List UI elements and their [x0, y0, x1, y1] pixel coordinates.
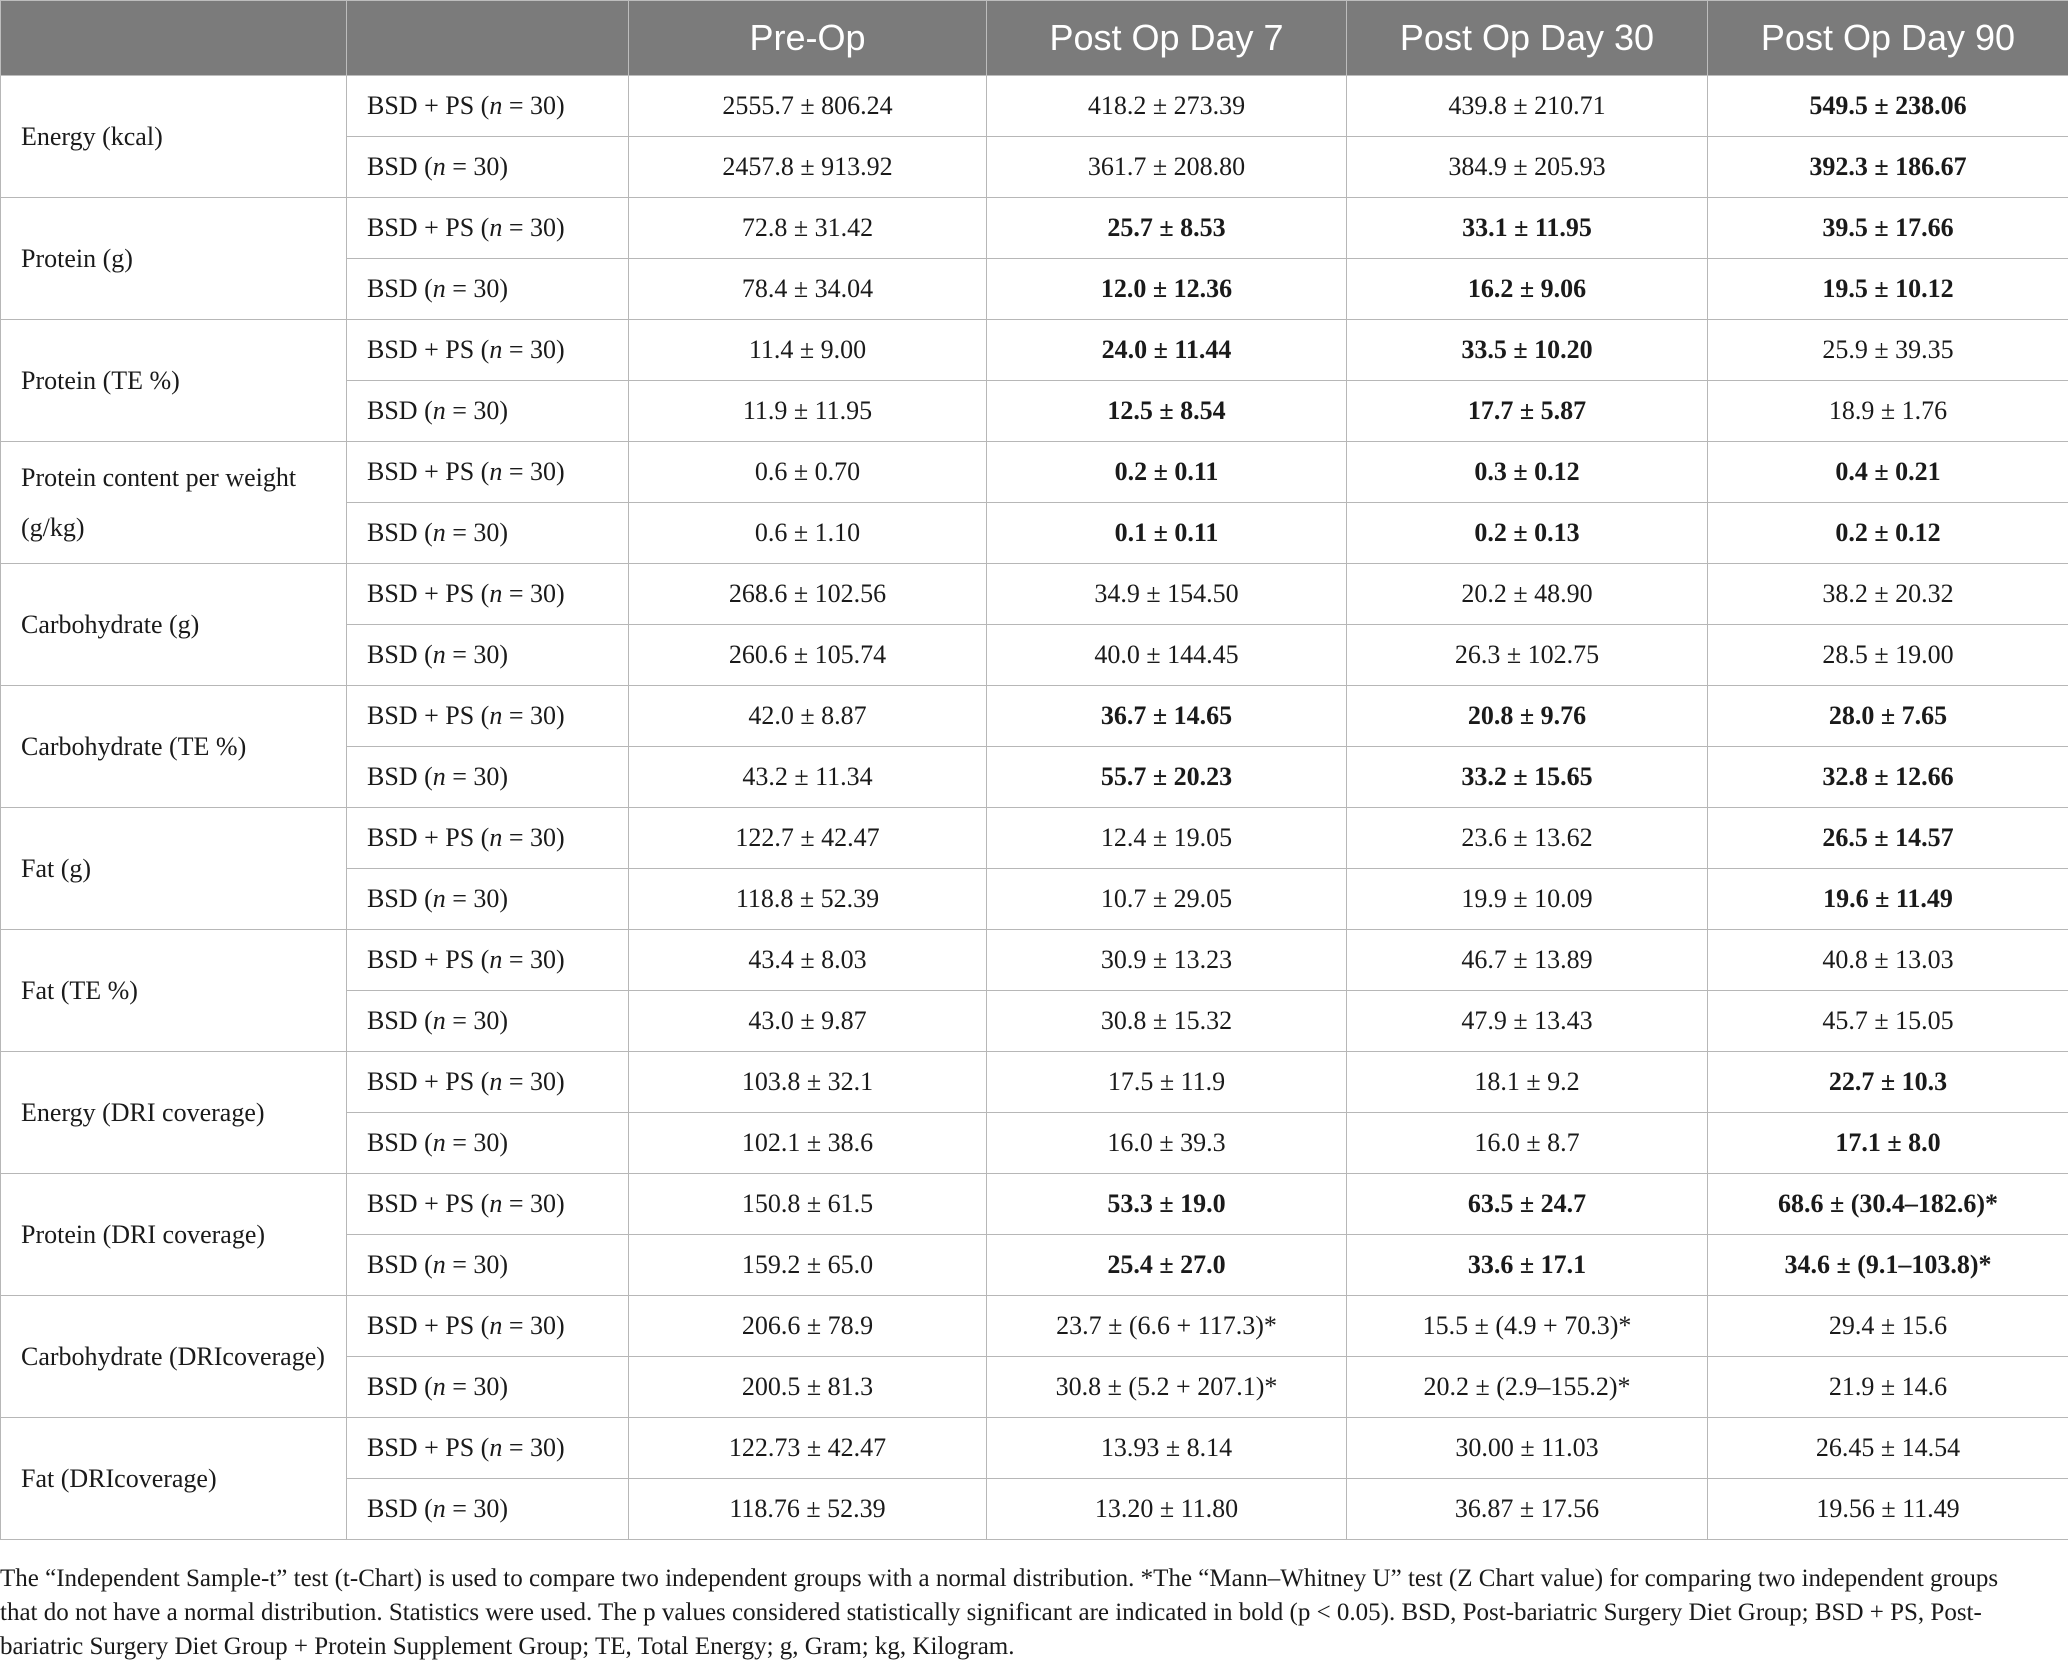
group-prefix: BSD + PS ( [367, 701, 490, 730]
group-suffix: = 30) [502, 1189, 565, 1218]
value-cell: 13.20 ± 11.80 [987, 1479, 1347, 1540]
value-cell: 13.93 ± 8.14 [987, 1418, 1347, 1479]
group-suffix: = 30) [502, 701, 565, 730]
value-cell: 28.5 ± 19.00 [1708, 625, 2068, 686]
value-cell: 418.2 ± 273.39 [987, 76, 1347, 137]
group-suffix: = 30) [445, 152, 509, 181]
value-cell: 30.8 ± 15.32 [987, 991, 1347, 1052]
group-prefix: BSD ( [367, 1372, 433, 1401]
table-row [1, 76, 2068, 137]
value-cell: 43.0 ± 9.87 [629, 991, 987, 1052]
group-prefix: BSD ( [367, 1006, 433, 1035]
table-row [1, 198, 2068, 259]
group-prefix: BSD + PS ( [367, 1189, 490, 1218]
table-row [1, 1052, 2068, 1113]
table-row [1, 1296, 2068, 1357]
value-cell: 26.3 ± 102.75 [1347, 625, 1708, 686]
n-symbol: n [432, 884, 446, 913]
group-suffix: = 30) [445, 1128, 509, 1157]
group-label [347, 503, 629, 564]
value-cell: 19.56 ± 11.49 [1708, 1479, 2068, 1540]
value-cell: 0.2 ± 0.11 [987, 442, 1347, 503]
value-cell: 0.4 ± 0.21 [1708, 442, 2068, 503]
value-cell: 18.1 ± 9.2 [1347, 1052, 1708, 1113]
value-cell: 11.9 ± 11.95 [629, 381, 987, 442]
nutrient-label: Protein (g) [1, 198, 347, 320]
table-row [1, 686, 2068, 747]
group-prefix: BSD ( [367, 396, 433, 425]
n-symbol: n [489, 1433, 503, 1462]
table-row [1, 320, 2068, 381]
value-cell: 25.7 ± 8.53 [987, 198, 1347, 259]
table-row [1, 1418, 2068, 1479]
value-cell: 0.3 ± 0.12 [1347, 442, 1708, 503]
value-cell: 25.9 ± 39.35 [1708, 320, 2068, 381]
group-label [347, 930, 629, 991]
table-row [1, 808, 2068, 869]
group-prefix: BSD ( [367, 518, 433, 547]
group-suffix: = 30) [502, 1433, 565, 1462]
value-cell: 24.0 ± 11.44 [987, 320, 1347, 381]
n-symbol: n [432, 640, 446, 669]
group-label [347, 1418, 629, 1479]
table-body [1, 76, 2068, 1540]
value-cell: 36.87 ± 17.56 [1347, 1479, 1708, 1540]
header-cell-group [347, 1, 629, 76]
nutrient-label: Fat (DRIcoverage) [1, 1418, 347, 1540]
value-cell: 19.9 ± 10.09 [1347, 869, 1708, 930]
n-symbol: n [489, 91, 503, 120]
group-suffix: = 30) [445, 1372, 509, 1401]
group-label [347, 1052, 629, 1113]
value-cell: 10.7 ± 29.05 [987, 869, 1347, 930]
group-suffix: = 30) [445, 762, 509, 791]
group-prefix: BSD ( [367, 152, 433, 181]
n-symbol: n [489, 457, 503, 486]
value-cell: 45.7 ± 15.05 [1708, 991, 2068, 1052]
group-label [347, 381, 629, 442]
group-suffix: = 30) [445, 640, 509, 669]
value-cell: 0.2 ± 0.12 [1708, 503, 2068, 564]
group-prefix: BSD ( [367, 274, 433, 303]
header-cell-nutrient [1, 1, 347, 76]
value-cell: 206.6 ± 78.9 [629, 1296, 987, 1357]
group-label [347, 991, 629, 1052]
nutrient-label: Protein (TE %) [1, 320, 347, 442]
value-cell: 33.5 ± 10.20 [1347, 320, 1708, 381]
value-cell: 40.0 ± 144.45 [987, 625, 1347, 686]
value-cell: 0.1 ± 0.11 [987, 503, 1347, 564]
value-cell: 43.4 ± 8.03 [629, 930, 987, 991]
value-cell: 439.8 ± 210.71 [1347, 76, 1708, 137]
group-prefix: BSD ( [367, 1494, 433, 1523]
table-row [1, 564, 2068, 625]
group-label [347, 1113, 629, 1174]
nutrient-label: Energy (DRI coverage) [1, 1052, 347, 1174]
value-cell: 63.5 ± 24.7 [1347, 1174, 1708, 1235]
value-cell: 26.45 ± 14.54 [1708, 1418, 2068, 1479]
value-cell: 38.2 ± 20.32 [1708, 564, 2068, 625]
group-label [347, 564, 629, 625]
nutrient-label: Carbohydrate (g) [1, 564, 347, 686]
group-label [347, 198, 629, 259]
value-cell: 20.8 ± 9.76 [1347, 686, 1708, 747]
group-label [347, 808, 629, 869]
group-label [347, 1235, 629, 1296]
group-suffix: = 30) [445, 274, 509, 303]
value-cell: 17.5 ± 11.9 [987, 1052, 1347, 1113]
value-cell: 15.5 ± (4.9 + 70.3)* [1347, 1296, 1708, 1357]
n-symbol: n [489, 701, 503, 730]
group-label [347, 259, 629, 320]
group-label [347, 625, 629, 686]
group-suffix: = 30) [502, 579, 565, 608]
n-symbol: n [489, 213, 503, 242]
value-cell: 30.8 ± (5.2 + 207.1)* [987, 1357, 1347, 1418]
n-symbol: n [432, 152, 446, 181]
value-cell: 12.5 ± 8.54 [987, 381, 1347, 442]
group-suffix: = 30) [502, 335, 565, 364]
nutrient-label: Protein (DRI coverage) [1, 1174, 347, 1296]
value-cell: 32.8 ± 12.66 [1708, 747, 2068, 808]
value-cell: 20.2 ± (2.9–155.2)* [1347, 1357, 1708, 1418]
value-cell: 16.0 ± 8.7 [1347, 1113, 1708, 1174]
value-cell: 34.9 ± 154.50 [987, 564, 1347, 625]
value-cell: 0.6 ± 1.10 [629, 503, 987, 564]
value-cell: 102.1 ± 38.6 [629, 1113, 987, 1174]
table-footnote: The “Independent Sample-t” test (t-Chart) is used to compare two independent groups with a normal distribution. *The “Mann–Whitney U” test (Z Chart value) for comparing two independent groups that do not have a normal distribution. Statistics were used. The p values considered statistically significant are indicated in bold (p < 0.05). BSD, Post-bariatric Surgery Diet Group; BSD + PS, Post-bariatric Surgery Diet Group + Protein Supplement Group; TE, Total Energy; g, Gram; kg, Kilogram. [0, 1565, 1999, 1660]
n-symbol: n [489, 823, 503, 852]
nutrient-label: Carbohydrate (TE %) [1, 686, 347, 808]
value-cell: 12.0 ± 12.36 [987, 259, 1347, 320]
value-cell: 43.2 ± 11.34 [629, 747, 987, 808]
group-label [347, 76, 629, 137]
n-symbol: n [489, 335, 503, 364]
value-cell: 23.6 ± 13.62 [1347, 808, 1708, 869]
group-suffix: = 30) [502, 945, 565, 974]
group-label [347, 686, 629, 747]
value-cell: 55.7 ± 20.23 [987, 747, 1347, 808]
value-cell: 17.1 ± 8.0 [1708, 1113, 2068, 1174]
header-cell-day-7: Post Op Day 7 [987, 1, 1347, 76]
value-cell: 392.3 ± 186.67 [1708, 137, 2068, 198]
value-cell: 118.76 ± 52.39 [629, 1479, 987, 1540]
value-cell: 29.4 ± 15.6 [1708, 1296, 2068, 1357]
group-suffix: = 30) [502, 91, 565, 120]
group-prefix: BSD + PS ( [367, 213, 490, 242]
n-symbol: n [489, 579, 503, 608]
value-cell: 30.9 ± 13.23 [987, 930, 1347, 991]
group-label [347, 1479, 629, 1540]
value-cell: 78.4 ± 34.04 [629, 259, 987, 320]
n-symbol: n [432, 1250, 446, 1279]
value-cell: 268.6 ± 102.56 [629, 564, 987, 625]
value-cell: 12.4 ± 19.05 [987, 808, 1347, 869]
nutrient-label: Protein content per weight (g/kg) [1, 442, 347, 564]
value-cell: 19.6 ± 11.49 [1708, 869, 2068, 930]
value-cell: 53.3 ± 19.0 [987, 1174, 1347, 1235]
n-symbol: n [432, 1372, 446, 1401]
group-prefix: BSD + PS ( [367, 1067, 490, 1096]
value-cell: 2457.8 ± 913.92 [629, 137, 987, 198]
group-prefix: BSD + PS ( [367, 91, 490, 120]
header-row [1, 1, 2068, 76]
nutrient-label: Fat (g) [1, 808, 347, 930]
group-prefix: BSD + PS ( [367, 1433, 490, 1462]
n-symbol: n [432, 1494, 446, 1523]
nutrient-label: Energy (kcal) [1, 76, 347, 198]
group-label [347, 747, 629, 808]
header-cell-day-90: Post Op Day 90 [1708, 1, 2068, 76]
value-cell: 103.8 ± 32.1 [629, 1052, 987, 1113]
value-cell: 46.7 ± 13.89 [1347, 930, 1708, 991]
value-cell: 40.8 ± 13.03 [1708, 930, 2068, 991]
value-cell: 20.2 ± 48.90 [1347, 564, 1708, 625]
value-cell: 2555.7 ± 806.24 [629, 76, 987, 137]
group-prefix: BSD + PS ( [367, 457, 490, 486]
value-cell: 19.5 ± 10.12 [1708, 259, 2068, 320]
value-cell: 16.0 ± 39.3 [987, 1113, 1347, 1174]
group-suffix: = 30) [502, 823, 565, 852]
group-prefix: BSD + PS ( [367, 823, 490, 852]
n-symbol: n [489, 1311, 503, 1340]
table-row [1, 1174, 2068, 1235]
nutrient-label: Fat (TE %) [1, 930, 347, 1052]
group-label [347, 869, 629, 930]
group-suffix: = 30) [502, 1067, 565, 1096]
value-cell: 0.2 ± 0.13 [1347, 503, 1708, 564]
group-suffix: = 30) [502, 213, 565, 242]
group-suffix: = 30) [445, 518, 509, 547]
table-row [1, 442, 2068, 503]
group-prefix: BSD ( [367, 1250, 433, 1279]
group-suffix: = 30) [445, 1494, 509, 1523]
value-cell: 260.6 ± 105.74 [629, 625, 987, 686]
n-symbol: n [432, 762, 446, 791]
value-cell: 30.00 ± 11.03 [1347, 1418, 1708, 1479]
group-prefix: BSD + PS ( [367, 579, 490, 608]
value-cell: 11.4 ± 9.00 [629, 320, 987, 381]
group-prefix: BSD ( [367, 884, 433, 913]
value-cell: 39.5 ± 17.66 [1708, 198, 2068, 259]
group-prefix: BSD + PS ( [367, 945, 490, 974]
group-prefix: BSD ( [367, 1128, 433, 1157]
n-symbol: n [432, 518, 446, 547]
value-cell: 42.0 ± 8.87 [629, 686, 987, 747]
n-symbol: n [489, 945, 503, 974]
value-cell: 72.8 ± 31.42 [629, 198, 987, 259]
value-cell: 0.6 ± 0.70 [629, 442, 987, 503]
value-cell: 18.9 ± 1.76 [1708, 381, 2068, 442]
group-label [347, 1174, 629, 1235]
group-suffix: = 30) [502, 1311, 565, 1340]
n-symbol: n [432, 1128, 446, 1157]
value-cell: 47.9 ± 13.43 [1347, 991, 1708, 1052]
group-prefix: BSD ( [367, 762, 433, 791]
value-cell: 26.5 ± 14.57 [1708, 808, 2068, 869]
n-symbol: n [489, 1067, 503, 1096]
value-cell: 36.7 ± 14.65 [987, 686, 1347, 747]
group-prefix: BSD ( [367, 640, 433, 669]
value-cell: 549.5 ± 238.06 [1708, 76, 2068, 137]
value-cell: 34.6 ± (9.1–103.8)* [1708, 1235, 2068, 1296]
n-symbol: n [432, 396, 446, 425]
group-suffix: = 30) [445, 1006, 509, 1035]
n-symbol: n [432, 274, 446, 303]
value-cell: 150.8 ± 61.5 [629, 1174, 987, 1235]
value-cell: 200.5 ± 81.3 [629, 1357, 987, 1418]
header-cell-day-30: Post Op Day 30 [1347, 1, 1708, 76]
value-cell: 17.7 ± 5.87 [1347, 381, 1708, 442]
value-cell: 68.6 ± (30.4–182.6)* [1708, 1174, 2068, 1235]
value-cell: 33.6 ± 17.1 [1347, 1235, 1708, 1296]
value-cell: 159.2 ± 65.0 [629, 1235, 987, 1296]
group-label [347, 442, 629, 503]
group-suffix: = 30) [445, 396, 509, 425]
value-cell: 33.1 ± 11.95 [1347, 198, 1708, 259]
value-cell: 118.8 ± 52.39 [629, 869, 987, 930]
value-cell: 33.2 ± 15.65 [1347, 747, 1708, 808]
group-prefix: BSD + PS ( [367, 335, 490, 364]
group-suffix: = 30) [445, 1250, 509, 1279]
value-cell: 23.7 ± (6.6 + 117.3)* [987, 1296, 1347, 1357]
group-suffix: = 30) [502, 457, 565, 486]
group-suffix: = 30) [445, 884, 509, 913]
n-symbol: n [432, 1006, 446, 1035]
header-cell-pre-op: Pre-Op [629, 1, 987, 76]
value-cell: 384.9 ± 205.93 [1347, 137, 1708, 198]
value-cell: 122.7 ± 42.47 [629, 808, 987, 869]
n-symbol: n [489, 1189, 503, 1218]
group-label [347, 1296, 629, 1357]
nutrient-label: Carbohydrate (DRIcoverage) [1, 1296, 347, 1418]
group-prefix: BSD + PS ( [367, 1311, 490, 1340]
value-cell: 361.7 ± 208.80 [987, 137, 1347, 198]
value-cell: 21.9 ± 14.6 [1708, 1357, 2068, 1418]
value-cell: 122.73 ± 42.47 [629, 1418, 987, 1479]
group-label [347, 1357, 629, 1418]
value-cell: 28.0 ± 7.65 [1708, 686, 2068, 747]
group-label [347, 320, 629, 381]
value-cell: 16.2 ± 9.06 [1347, 259, 1708, 320]
value-cell: 25.4 ± 27.0 [987, 1235, 1347, 1296]
group-label [347, 137, 629, 198]
value-cell: 22.7 ± 10.3 [1708, 1052, 2068, 1113]
table-row [1, 930, 2068, 991]
